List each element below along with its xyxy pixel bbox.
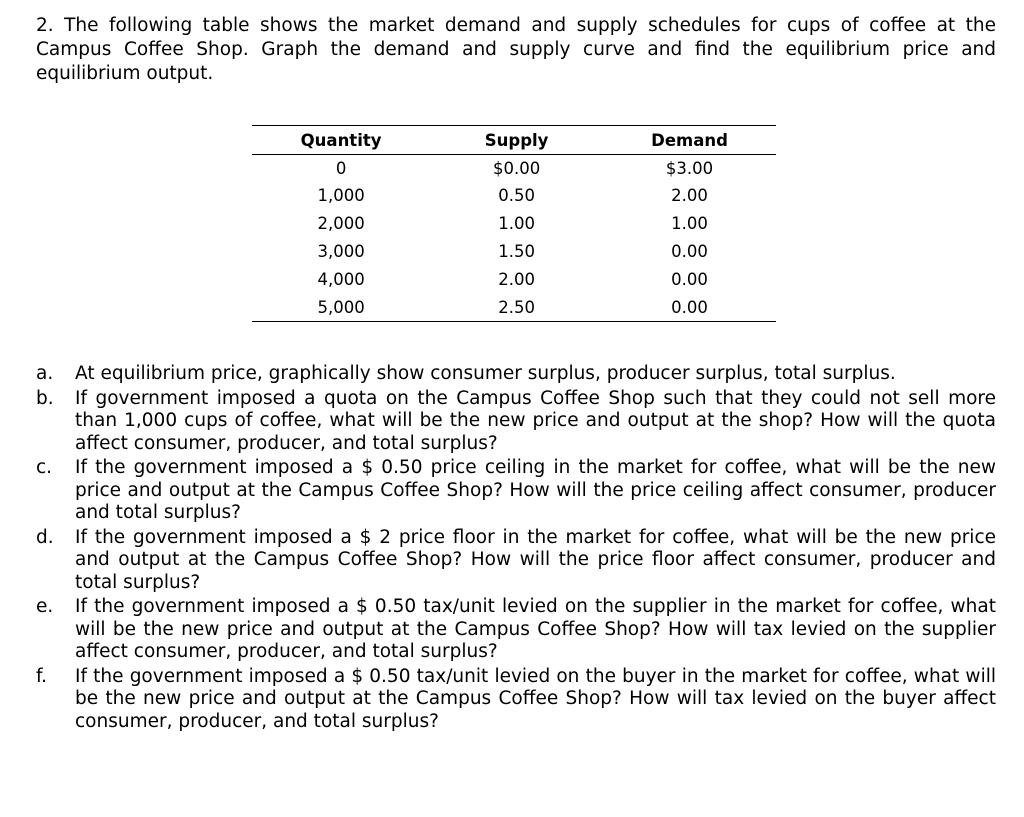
cell-demand: 1.00	[671, 213, 708, 233]
question-text: If the government imposed a $ 2 price floor in the market for coffee, what will be the new price and output at the Campus Coffee Shop? How will the price floor affect consumer, producer and total surplus?	[75, 526, 996, 593]
question-item	[36, 388, 996, 456]
table-row	[252, 181, 776, 209]
header-demand: Demand	[603, 126, 776, 155]
table-row	[252, 237, 776, 265]
question-text: If the government imposed a $ 0.50 price ceiling in the market for coffee, what will be the new price and output at the Campus Coffee Shop? How will the price ceiling affect consumer, producer and total surplus?	[75, 457, 996, 523]
question-text: If the government imposed a $ 0.50 tax/unit levied on the supplier in the market for coffee, what will be the new price and output at the Campus Coffee Shop? How will tax levied on the supplier affect consumer, producer, and total surplus?	[75, 596, 996, 662]
cell-demand: 2.00	[671, 185, 708, 205]
question-marker: e.	[36, 596, 54, 617]
cell-supply: 1.00	[498, 213, 535, 233]
cell-quantity: 5,000	[252, 293, 430, 322]
schedule-table	[252, 125, 776, 322]
cell-demand: $3.00	[665, 158, 714, 178]
cell-supply: 2.50	[430, 293, 603, 322]
problem-intro: 2. The following table shows the market demand and supply schedules for cups of coffee at the Campus Coffee Shop. Graph the demand and supply curve and find the equilibrium price and equilibrium output.	[36, 15, 996, 84]
question-marker: b.	[36, 387, 54, 409]
cell-quantity: 3,000	[317, 241, 365, 261]
question-marker: f.	[36, 665, 48, 687]
question-text: At equilibrium price, graphically show consumer surplus, producer surplus, total surplus.	[75, 363, 896, 384]
cell-demand: 0.00	[603, 293, 776, 322]
cell-supply: $0.00	[492, 158, 541, 178]
cell-demand: 0.00	[671, 269, 708, 289]
question-item	[36, 666, 996, 734]
document-page	[36, 14, 996, 732]
cell-demand: 0.00	[671, 241, 708, 261]
question-text: If government imposed a quota on the Campus Coffee Shop such that they could not sell more than 1,000 cups of coffee, what will be the new price and output at the shop? How will the quota affect consumer, producer, and total surplus?	[75, 387, 996, 454]
table-row	[252, 155, 776, 182]
question-item	[36, 596, 996, 664]
table-row	[252, 209, 776, 237]
question-marker: a.	[36, 363, 54, 384]
question-marker: d.	[36, 526, 54, 548]
schedule-table-wrapper	[252, 125, 776, 322]
table-row	[252, 293, 776, 322]
header-quantity: Quantity	[252, 126, 430, 155]
question-text: If the government imposed a $ 0.50 tax/unit levied on the buyer in the market for coffee, what will be the new price and output at the Campus Coffee Shop? How will tax levied on the buyer affect consumer, producer, and total surplus?	[75, 665, 996, 732]
cell-quantity: 4,000	[317, 269, 365, 289]
cell-quantity: 2,000	[317, 213, 365, 233]
question-item	[36, 527, 996, 595]
table-row	[252, 265, 776, 293]
cell-supply: 2.00	[498, 269, 535, 289]
table-header-row	[252, 126, 776, 155]
question-marker: c.	[36, 457, 53, 478]
cell-supply: 1.50	[498, 241, 535, 261]
question-list	[36, 363, 996, 735]
header-supply: Supply	[430, 126, 603, 155]
cell-quantity: 1,000	[317, 185, 365, 205]
cell-supply: 0.50	[498, 185, 535, 205]
cell-quantity: 0	[335, 158, 347, 178]
question-item	[36, 363, 996, 386]
question-item	[36, 457, 996, 525]
